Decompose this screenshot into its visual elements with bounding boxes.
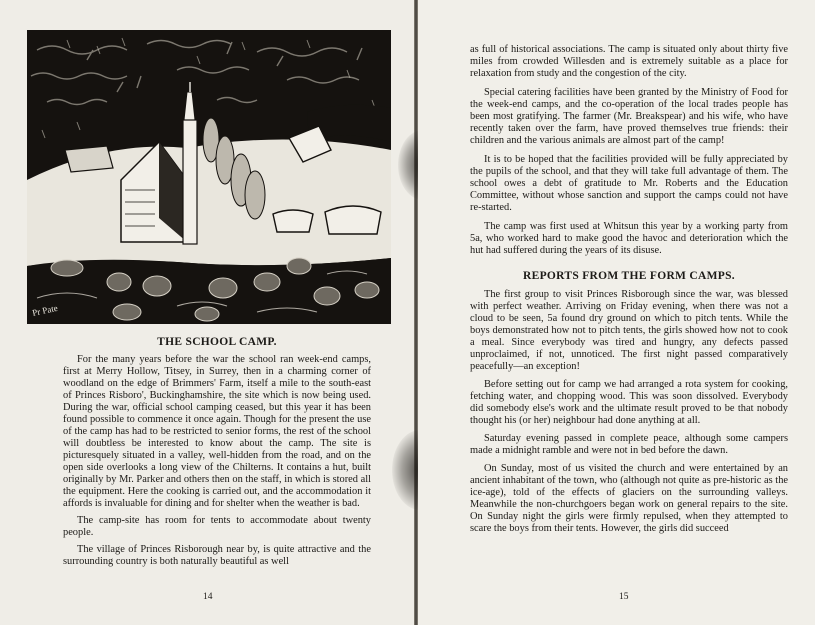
page-title: THE SCHOOL CAMP. <box>157 336 277 348</box>
section-heading: REPORTS FROM THE FORM CAMPS. <box>523 270 735 282</box>
paragraph: The camp-site has room for tents to accommodate about twenty people. <box>63 515 371 538</box>
illustration-signature: Pr Pate <box>31 302 59 318</box>
woodcut-illustration <box>27 30 391 324</box>
paragraph: The first group to visit Princes Risborough since the war, was blessed with perfect weather. Arriving on Friday evening, when there was not a cloud to be seen, 5a found dry ground on which to pitch tents. While the boys demonstrated how not to pitch tents, the girls showed how not to cook a meal. Since everybody was tired and hungry, any defects passed unproclaimed, if not, unnoticed. The first night passed comparatively peacefully—an exception! <box>470 289 788 372</box>
page-number: 15 <box>619 592 629 602</box>
paragraph: It is to be hoped that the facilities provided will be fully appreciated by the pupils of the school, and that they will take full advantage of them. The school owes a debt of gratitude to Mr. Roberts and the Education Committee, without whose sanction and support the camps could not have re-started. <box>470 154 788 213</box>
paragraph: Before setting out for camp we had arranged a rota system for cooking, fetching water, and chopping wood. This was soon dissolved. Everybody did somebody else's work and the ultimate result proved to be that nobody thought his (or her) neighbour had done anything at all. <box>470 379 788 426</box>
woodcut-school-camp-icon <box>27 30 391 324</box>
paragraph: On Sunday, most of us visited the church and were entertained by an ancient inhabitant of the town, who (although not quite as pre-historic as the ice-age), told of the effects of glaciers on the surrounding valleys. Meanwhile the non-churchgoers began work on general repairs to the site. On Sunday night the girls were firmly repulsed, when they attempted to scare the boys from their tents. However, the girls did succeed <box>470 463 788 534</box>
paragraph: The camp was first used at Whitsun this year by a working party from 5a, who worked hard to make good the havoc and deterioration which the hut had suffered during the years of its disuse. <box>470 221 788 256</box>
page-number: 14 <box>203 592 213 602</box>
left-text-column <box>63 336 371 568</box>
paragraph: Saturday evening passed in complete peace, although some campers made a midnight ramble and were not in bed before the dawn. <box>470 433 788 456</box>
paragraph: For the many years before the war the school ran week-end camps, first at Merry Hollow, Titsey, in Surrey, then in a charming corner of woodland on the edge of Brimmers' Farm, itself a mile to the south-east of Princes Risboro', Buckinghamshire, the site which is now being used. During the war, official school camping ceased, but this year it has been found possible to commence it once again. Though for the present the use of the camp has had to be restricted to senior forms, the rest of the school will doubtless be interested to know about the camp. The site is picturesquely situated in a valley, well-hidden from the road, and on the open side overlooks a long view of the Chilterns. It contains a hut, built originally by Mr. Parker and others then on the staff, in which is stored all the equipment. Here the cooking is carried out, and the accommodation it affords is invaluable for dining and for shelter when the weather is bad. <box>63 354 371 509</box>
paragraph: The village of Princes Risborough near by, is quite attractive and the surrounding country is both naturally beautiful as well <box>63 544 371 567</box>
paragraph: as full of historical associations. The camp is situated only about thirty five miles from crowded Willesden and is extremely suitable as a place for relaxation from study and the congestion of the city. <box>470 44 788 79</box>
paragraph: Special catering facilities have been granted by the Ministry of Food for the week-end camps, and the co-operation of the local trades people has been most gratifying. The farmer (Mr. Breakspear) and his wife, who have recently taken over the farm, have proved themselves true friends: their children and the various animals are almost part of the camp! <box>470 87 788 146</box>
right-text-column <box>470 44 788 535</box>
